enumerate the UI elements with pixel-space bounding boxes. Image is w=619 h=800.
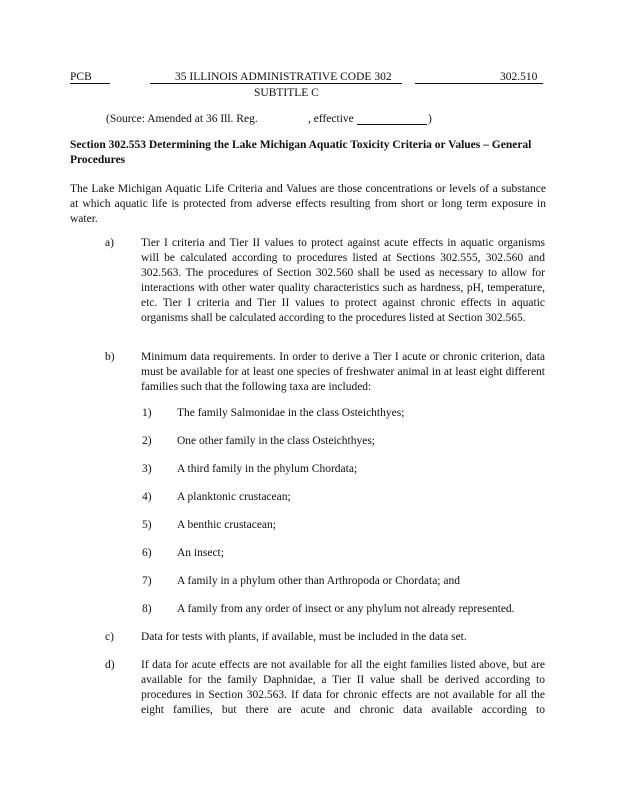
taxa-text-3: A third family in the phylum Chordata; [177,463,358,475]
taxa-label-1: 1) [142,407,152,419]
taxa-text-2: One other family in the class Osteichthyes; [177,435,376,447]
effective-date-blank [357,124,427,125]
header-subtitle: SUBTITLE C [254,87,319,99]
header-agency: PCB [70,71,92,83]
taxa-text-1: The family Salmonidae in the class Osteichthyes; [177,407,405,419]
item-b-text: Minimum data requirements. In order to derive a Tier I acute or chronic criterion, data must be available for at least one species of freshwater animal in at least eight different families such that the following taxa are included: [141,351,545,393]
item-d-text: If data for acute effects are not available for all the eight families listed above, but are available for the family Daphnidae, a Tier II value shall be derived according to procedures in Section 302.563. If data for chronic effects are not available for all the eight families, but there are acute and chronic data available according to [141,659,545,716]
taxa-text-8: A family from any order of insect or any phylum not already represented. [177,603,515,615]
section-title: Section 302.553 Determining the Lake Michigan Aquatic Toxicity Criteria or Values – General Procedures [70,139,532,166]
source-effective: , effective [308,113,354,125]
taxa-label-8: 8) [142,603,152,615]
header-right-rule [415,83,543,84]
taxa-label-3: 3) [142,463,152,475]
taxa-text-4: A planktonic crustacean; [177,491,291,503]
item-a-text: Tier I criteria and Tier II values to protect against acute effects in aquatic organisms will be calculated according to procedures listed at Sections 302.555, 302.560 and 302.563. The procedures of Section 302.560 shall be used as necessary to allow for interactions with other water quality characteristics such as hardness, pH, temperature, etc. Tier I criteria and Tier II values to protect against chronic effects in aquatic organisms shall be calculated according to the procedures listed at Section 302.565. [141,237,545,324]
taxa-label-5: 5) [142,519,152,531]
intro-paragraph: The Lake Michigan Aquatic Life Criteria and Values are those concentrations or levels of a substance at which aquatic life is protected from adverse effects resulting from short or long term exposure in water. [70,183,546,225]
taxa-text-7: A family in a phylum other than Arthropoda or Chordata; and [177,575,460,587]
item-d-label: d) [105,659,115,671]
header-center-rule [150,83,402,84]
header-left-rule [70,83,110,84]
taxa-label-4: 4) [142,491,152,503]
taxa-label-6: 6) [142,547,152,559]
taxa-label-7: 7) [142,575,152,587]
item-b-label: b) [105,351,115,363]
item-a-label: a) [105,237,114,249]
taxa-label-2: 2) [142,435,152,447]
taxa-text-6: An insect; [177,547,224,559]
header-section-number: 302.510 [500,71,538,83]
source-close: ) [428,113,432,125]
item-c-text: Data for tests with plants, if available, must be included in the data set. [141,631,467,643]
taxa-text-5: A benthic crustacean; [177,519,276,531]
item-c-label: c) [105,631,114,643]
header-code-title: 35 ILLINOIS ADMINISTRATIVE CODE 302 [175,71,392,83]
source-prefix: (Source: Amended at 36 Ill. Reg. [106,113,258,125]
